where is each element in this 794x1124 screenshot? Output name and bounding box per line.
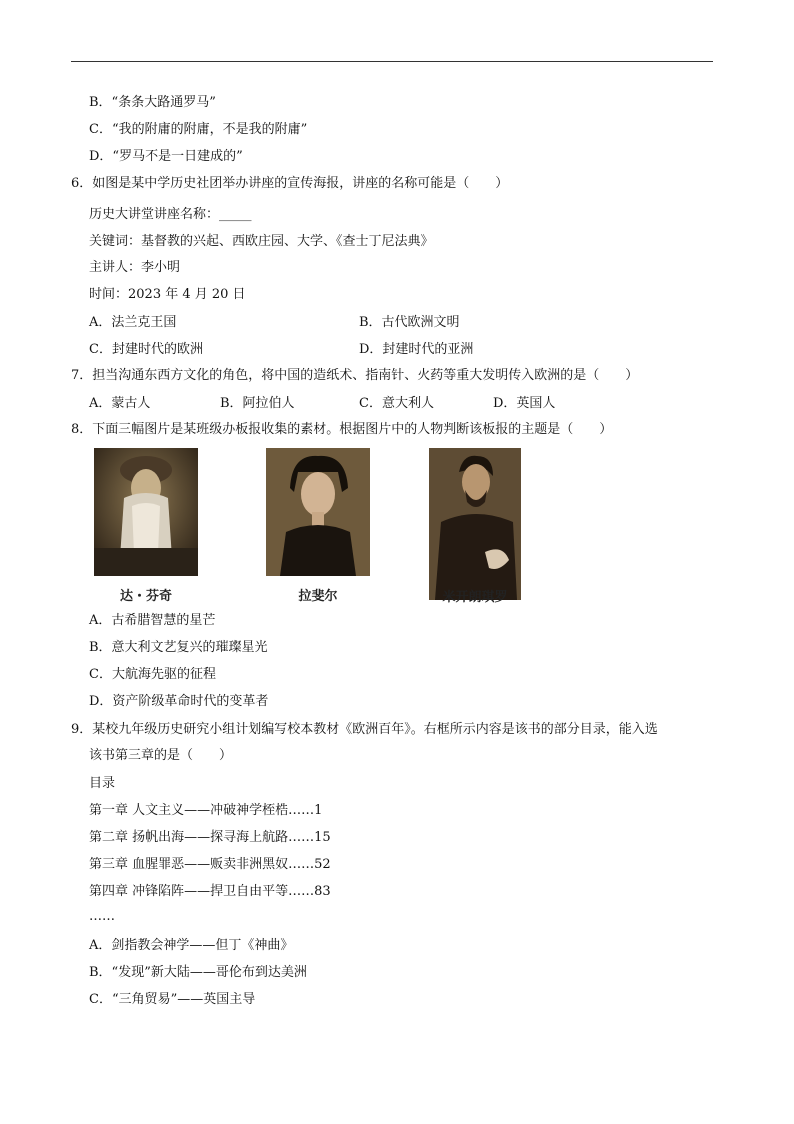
header-rule [71,61,713,62]
q9-stem-line2: 该书第三章的是（ ） [89,748,233,763]
q9-stem-line1: 9．某校九年级历史研究小组计划编写校本教材《欧洲百年》。右框所示内容是该书的部分目录，能入选 [71,722,658,737]
portrait-raphael [266,448,370,576]
q9-option-c: C．“三角贸易”——英国主导 [89,992,256,1007]
q7-option-a: A．蒙古人 [89,396,151,411]
q6-option-d: D．封建时代的亚洲 [359,342,474,357]
q8-option-a: A．古希腊智慧的星芒 [89,613,216,628]
q5-option-c: C．“我的附庸的附庸，不是我的附庸” [89,122,308,137]
caption-michelangelo: 米开朗琪罗 [442,590,508,605]
q6-option-a: A．法兰克王国 [89,315,177,330]
q6-stem: 6．如图是某中学历史社团举办讲座的宣传海报，讲座的名称可能是（ ） [71,176,509,191]
q9-toc-title: 目录 [89,776,116,791]
q6-option-c: C．封建时代的欧洲 [89,342,203,357]
q9-toc-ellipsis: …… [89,909,115,924]
q9-option-a: A．剑指教会神学——但丁《神曲》 [89,938,294,953]
q8-option-b: B．意大利文艺复兴的璀璨星光 [89,640,268,655]
portrait-michelangelo [429,448,521,600]
q6-poster-keywords: 关键词：基督教的兴起、西欧庄园、大学、《查士丁尼法典》 [89,234,434,249]
q7-option-b: B．阿拉伯人 [220,396,295,411]
portrait-da-vinci [94,448,198,576]
q5-option-d: D．“罗马不是一日建成的” [89,149,243,164]
q8-option-d: D．资产阶级革命时代的变革者 [89,694,269,709]
q7-option-d: D．英国人 [493,396,556,411]
q7-stem: 7．担当沟通东西方文化的角色，将中国的造纸术、指南针、火药等重大发明传入欧洲的是（ ） [71,368,639,383]
caption-raphael: 拉斐尔 [298,589,338,604]
q7-option-c: C．意大利人 [359,396,434,411]
q9-option-b: B．“发现”新大陆——哥伦布到达美洲 [89,965,307,980]
q9-toc-chapter-1: 第一章 人文主义——冲破神学桎梏……1 [89,803,323,818]
q9-toc-chapter-2: 第二章 扬帆出海——探寻海上航路……15 [89,830,331,845]
q6-poster-speaker: 主讲人：李小明 [89,260,181,275]
q9-toc-chapter-4: 第四章 冲锋陷阵——捍卫自由平等……83 [89,884,331,899]
q6-poster-time: 时间：2023 年 4 月 20 日 [89,287,246,302]
q5-option-b: B．“条条大路通罗马” [89,95,216,110]
q6-poster-title: 历史大讲堂讲座名称：_____ [89,207,252,222]
q6-option-b: B．古代欧洲文明 [359,315,460,330]
q9-toc-chapter-3: 第三章 血腥罪恶——贩卖非洲黑奴……52 [89,857,331,872]
caption-da-vinci: 达・芬奇 [119,589,172,604]
q8-stem: 8．下面三幅图片是某班级办板报收集的素材。根据图片中的人物判断该板报的主题是（ ） [71,422,613,437]
q8-option-c: C．大航海先驱的征程 [89,667,216,682]
